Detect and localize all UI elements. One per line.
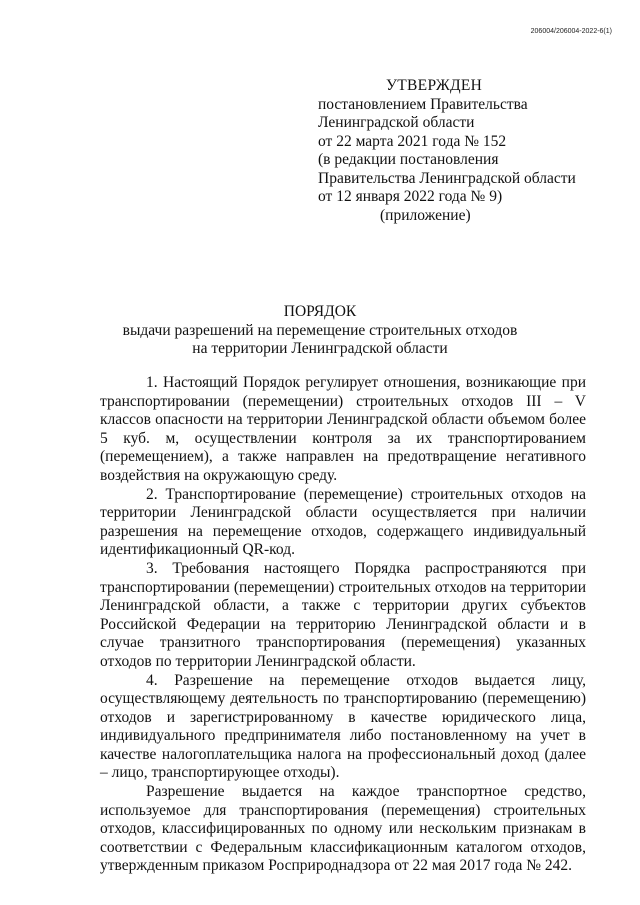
document-subtitle-line: на территории Ленинградской области: [192, 340, 448, 357]
approval-line: Правительства Ленинградской области: [318, 169, 576, 187]
appendix-note: (приложение): [380, 206, 471, 224]
document-code: 206004/206004-2022-6(1): [530, 28, 612, 35]
paragraph-4: 4. Разрешение на перемещение отходов выдается лицу, осуществляющему деятельность по транспортированию (перемещению) отходов и зарегистрированному в качестве юридического лица, индивидуального предпринимателя либо постановленному на учет в качестве налогоплательщика налога на профессиональный доход (далее – лицо, транспортирующее отходы).: [100, 671, 586, 782]
paragraph-5: Разрешение выдается на каждое транспортное средство, используемое для транспортирования (перемещения) строительных отходов, классифицированных по одному или нескольким признакам в соответствии с Федеральным классификационным каталогом отходов, утвержденным приказом Росприроднадзора от 22 мая 2017 года № 242.: [100, 783, 586, 875]
approval-line: Ленинградской области: [318, 114, 475, 131]
approved-title: УТВЕРЖДЕН: [386, 77, 483, 94]
approval-line: (в редакции постановления: [318, 151, 499, 168]
document-subtitle-line: выдачи разрешений на перемещение строительных отходов: [122, 321, 518, 339]
paragraph-2: 2. Транспортирование (перемещение) строительных отходов на территории Ленинградской области осуществляется при наличии разрешения на перемещение отходов, содержащего индивидуальный идентификационный QR-код.: [100, 485, 586, 559]
approval-block: [318, 77, 618, 225]
document-heading: [0, 303, 640, 359]
document-body: [100, 374, 586, 876]
document-title: ПОРЯДОК: [283, 303, 357, 320]
paragraph-1: 1. Настоящий Порядок регулирует отношения, возникающие при транспортировании (перемещении) строительных отходов III – V классов опасности на территории Ленинградской области объемом более 5 куб. м, осуществлении контроля за их транспортированием (перемещением), а также направлен на предотвращение негативного воздействия на окружающую среду.: [100, 374, 586, 484]
approval-line: от 22 марта 2021 года № 152: [318, 132, 507, 150]
approval-line: постановлением Правительства: [318, 95, 528, 113]
paragraph-3: 3. Требования настоящего Порядка распространяются при транспортировании (перемещении) строительных отходов на территории Ленинградской области, а также с территории других субъектов Российской Федерации на территорию Ленинградской области и в случае транзитного транспортирования (перемещения) указанных отходов по территории Ленинградской области.: [100, 559, 586, 670]
approval-line: от 12 января 2022 года № 9): [318, 188, 503, 205]
